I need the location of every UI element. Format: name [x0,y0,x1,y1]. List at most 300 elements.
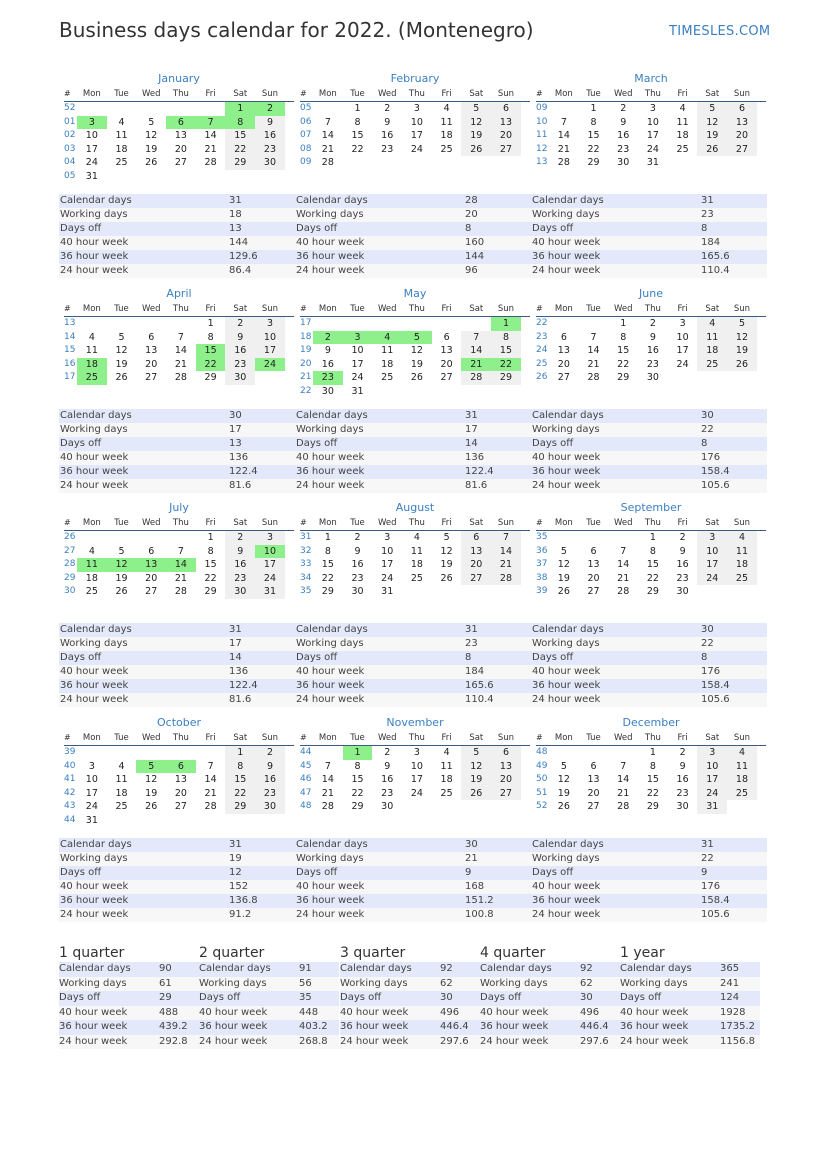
day-cell[interactable]: 15 [491,344,521,358]
day-cell[interactable]: 14 [166,558,196,572]
day-cell[interactable]: 22 [204,572,217,584]
day-cell[interactable]: 18 [85,572,98,584]
day-cell[interactable]: 12 [115,345,128,356]
day-cell[interactable]: 31 [255,585,285,599]
day-cell[interactable]: 2 [255,746,285,760]
day-cell[interactable]: 17 [255,344,285,358]
day-cell[interactable]: 3 [384,532,391,543]
day-cell[interactable]: 11 [410,545,423,557]
day-cell[interactable]: 31 [697,800,727,814]
day-cell[interactable]: 3 [343,331,373,345]
day-cell[interactable]: 11 [115,774,128,785]
day-cell[interactable]: 8 [324,545,331,557]
day-cell[interactable]: 2 [679,532,686,543]
day-cell[interactable]: 28 [321,157,334,168]
day-cell[interactable]: 6 [166,116,196,130]
day-cell[interactable]: 11 [697,331,727,345]
day-cell[interactable]: 22 [351,787,364,799]
day-cell[interactable]: 26 [461,787,491,801]
day-cell[interactable]: 9 [225,545,255,559]
day-cell[interactable]: 29 [617,372,630,383]
day-cell[interactable]: 17 [697,773,727,787]
day-cell[interactable]: 28 [461,371,491,385]
day-cell[interactable]: 20 [174,787,187,799]
day-cell[interactable]: 13 [587,774,600,785]
day-cell[interactable]: 21 [321,143,334,155]
day-cell[interactable]: 30 [676,801,689,812]
day-cell[interactable]: 14 [461,344,491,358]
day-cell[interactable]: 1 [207,532,214,543]
day-cell[interactable]: 12 [557,774,570,785]
day-cell[interactable]: 10 [676,331,689,343]
day-cell[interactable]: 21 [557,143,570,155]
day-cell[interactable]: 5 [560,760,567,772]
day-cell[interactable]: 12 [461,116,491,130]
day-cell[interactable]: 19 [410,358,423,370]
day-cell[interactable]: 20 [587,787,600,799]
day-cell[interactable]: 10 [85,774,98,785]
day-cell[interactable]: 23 [313,371,343,385]
day-cell[interactable]: 7 [177,545,184,557]
day-cell[interactable]: 18 [440,130,453,141]
day-cell[interactable]: 10 [697,545,727,559]
day-cell[interactable]: 11 [440,760,453,772]
day-cell[interactable]: 26 [461,143,491,157]
day-cell[interactable]: 2 [225,317,255,331]
day-cell[interactable]: 6 [461,531,491,545]
day-cell[interactable]: 13 [136,558,166,572]
day-cell[interactable]: 28 [617,801,630,812]
day-cell[interactable]: 28 [617,586,630,597]
day-cell[interactable]: 6 [148,545,155,557]
day-cell[interactable]: 27 [491,143,521,157]
day-cell[interactable]: 14 [617,774,630,785]
day-cell[interactable]: 19 [557,787,570,799]
day-cell[interactable]: 25 [115,801,128,812]
day-cell[interactable]: 7 [324,116,331,128]
day-cell[interactable]: 17 [85,787,98,799]
day-cell[interactable]: 10 [410,116,423,128]
day-cell[interactable]: 30 [351,586,364,597]
day-cell[interactable]: 24 [351,372,364,383]
day-cell[interactable]: 28 [321,801,334,812]
day-cell[interactable]: 18 [727,558,757,572]
day-cell[interactable]: 5 [461,746,491,760]
day-cell[interactable]: 4 [727,531,757,545]
day-cell[interactable]: 8 [354,760,361,772]
day-cell[interactable]: 12 [440,545,453,557]
day-cell[interactable]: 1 [649,747,656,758]
day-cell[interactable]: 1 [491,317,521,331]
day-cell[interactable]: 13 [557,345,570,356]
day-cell[interactable]: 21 [617,787,630,799]
day-cell[interactable]: 4 [88,331,95,343]
day-cell[interactable]: 7 [590,331,597,343]
day-cell[interactable]: 9 [255,760,285,774]
day-cell[interactable]: 27 [174,157,187,168]
day-cell[interactable]: 16 [225,558,255,572]
day-cell[interactable]: 30 [225,371,255,385]
day-cell[interactable]: 26 [557,586,570,597]
day-cell[interactable]: 11 [727,545,757,559]
day-cell[interactable]: 29 [646,801,659,812]
day-cell[interactable]: 26 [410,372,423,383]
day-cell[interactable]: 16 [351,559,364,570]
day-cell[interactable]: 10 [255,331,285,345]
day-cell[interactable]: 30 [321,385,334,397]
day-cell[interactable]: 23 [255,787,285,801]
day-cell[interactable]: 4 [88,545,95,557]
day-cell[interactable]: 20 [727,129,757,143]
day-cell[interactable]: 21 [204,787,217,799]
day-cell[interactable]: 6 [590,545,597,557]
day-cell[interactable]: 7 [207,760,214,772]
day-cell[interactable]: 9 [255,116,285,130]
day-cell[interactable]: 3 [255,317,285,331]
day-cell[interactable]: 17 [410,130,423,141]
day-cell[interactable]: 16 [676,559,689,570]
day-cell[interactable]: 8 [620,331,627,343]
day-cell[interactable]: 3 [413,747,420,758]
day-cell[interactable]: 27 [557,372,570,383]
day-cell[interactable]: 16 [646,345,659,356]
day-cell[interactable]: 17 [381,559,394,570]
day-cell[interactable]: 19 [697,129,727,143]
day-cell[interactable]: 30 [676,586,689,597]
day-cell[interactable]: 9 [649,331,656,343]
day-cell[interactable]: 23 [381,143,394,155]
day-cell[interactable]: 18 [115,143,128,155]
brand-link[interactable]: TIMESLES.COM [669,24,771,39]
day-cell[interactable]: 9 [354,545,361,557]
day-cell[interactable]: 13 [145,345,158,356]
day-cell[interactable]: 18 [676,130,689,141]
day-cell[interactable]: 16 [255,773,285,787]
day-cell[interactable]: 28 [174,372,187,383]
day-cell[interactable]: 6 [491,746,521,760]
day-cell[interactable]: 8 [225,116,255,130]
day-cell[interactable]: 29 [321,586,334,597]
day-cell[interactable]: 27 [491,787,521,801]
day-cell[interactable]: 31 [381,586,394,597]
day-cell[interactable]: 14 [321,130,334,141]
day-cell[interactable]: 20 [557,358,570,370]
day-cell[interactable]: 23 [617,143,630,155]
day-cell[interactable]: 27 [440,372,453,383]
day-cell[interactable]: 19 [727,344,757,358]
day-cell[interactable]: 26 [115,586,128,597]
day-cell[interactable]: 25 [77,371,107,385]
day-cell[interactable]: 12 [107,558,137,572]
day-cell[interactable]: 25 [85,586,98,597]
day-cell[interactable]: 3 [649,103,656,114]
day-cell[interactable]: 18 [77,358,107,372]
day-cell[interactable]: 10 [85,130,98,141]
day-cell[interactable]: 27 [174,801,187,812]
day-cell[interactable]: 15 [617,345,630,356]
day-cell[interactable]: 24 [381,572,394,584]
day-cell[interactable]: 16 [381,130,394,141]
day-cell[interactable]: 17 [85,143,98,155]
day-cell[interactable]: 21 [491,558,521,572]
day-cell[interactable]: 12 [697,116,727,130]
day-cell[interactable]: 4 [679,103,686,114]
day-cell[interactable]: 6 [590,760,597,772]
day-cell[interactable]: 5 [697,102,727,116]
day-cell[interactable]: 24 [410,143,423,155]
day-cell[interactable]: 29 [204,586,217,597]
day-cell[interactable]: 25 [381,372,394,383]
day-cell[interactable]: 30 [255,800,285,814]
day-cell[interactable]: 15 [225,773,255,787]
day-cell[interactable]: 16 [255,129,285,143]
day-cell[interactable]: 30 [646,372,659,383]
day-cell[interactable]: 4 [727,746,757,760]
day-cell[interactable]: 13 [174,130,187,141]
day-cell[interactable]: 5 [443,532,450,543]
day-cell[interactable]: 7 [461,331,491,345]
day-cell[interactable]: 5 [560,545,567,557]
day-cell[interactable]: 9 [679,545,686,557]
day-cell[interactable]: 18 [440,774,453,785]
day-cell[interactable]: 2 [313,331,343,345]
day-cell[interactable]: 31 [85,814,98,826]
day-cell[interactable]: 13 [587,559,600,570]
day-cell[interactable]: 10 [351,345,364,356]
day-cell[interactable]: 14 [617,559,630,570]
day-cell[interactable]: 10 [381,545,394,557]
day-cell[interactable]: 10 [646,116,659,128]
day-cell[interactable]: 17 [697,558,727,572]
day-cell[interactable]: 26 [145,157,158,168]
day-cell[interactable]: 1 [620,318,627,329]
day-cell[interactable]: 14 [204,130,217,141]
day-cell[interactable]: 23 [676,572,689,584]
day-cell[interactable]: 12 [557,559,570,570]
day-cell[interactable]: 13 [461,545,491,559]
day-cell[interactable]: 22 [351,143,364,155]
day-cell[interactable]: 24 [410,787,423,799]
day-cell[interactable]: 30 [225,585,255,599]
day-cell[interactable]: 11 [440,116,453,128]
day-cell[interactable]: 26 [145,801,158,812]
day-cell[interactable]: 1 [343,746,373,760]
day-cell[interactable]: 29 [225,800,255,814]
day-cell[interactable]: 10 [410,760,423,772]
day-cell[interactable]: 9 [620,116,627,128]
day-cell[interactable]: 2 [649,318,656,329]
day-cell[interactable]: 26 [727,358,757,372]
day-cell[interactable]: 7 [324,760,331,772]
day-cell[interactable]: 29 [491,371,521,385]
day-cell[interactable]: 12 [461,760,491,774]
day-cell[interactable]: 2 [255,102,285,116]
day-cell[interactable]: 27 [727,143,757,157]
day-cell[interactable]: 22 [646,787,659,799]
day-cell[interactable]: 25 [727,787,757,801]
day-cell[interactable]: 22 [225,143,255,157]
day-cell[interactable]: 20 [440,358,453,370]
day-cell[interactable]: 24 [697,572,727,586]
day-cell[interactable]: 22 [196,358,226,372]
day-cell[interactable]: 16 [676,774,689,785]
day-cell[interactable]: 24 [646,143,659,155]
day-cell[interactable]: 12 [727,331,757,345]
day-cell[interactable]: 31 [351,385,364,397]
day-cell[interactable]: 28 [174,586,187,597]
day-cell[interactable]: 25 [440,143,453,155]
day-cell[interactable]: 3 [77,116,107,130]
day-cell[interactable]: 27 [587,801,600,812]
day-cell[interactable]: 20 [491,773,521,787]
day-cell[interactable]: 12 [145,130,158,141]
day-cell[interactable]: 2 [384,103,391,114]
day-cell[interactable]: 23 [381,787,394,799]
day-cell[interactable]: 30 [255,156,285,170]
day-cell[interactable]: 24 [697,787,727,801]
day-cell[interactable]: 8 [491,331,521,345]
day-cell[interactable]: 1 [225,746,255,760]
day-cell[interactable]: 24 [676,358,689,370]
day-cell[interactable]: 27 [461,572,491,586]
day-cell[interactable]: 15 [646,774,659,785]
day-cell[interactable]: 11 [676,116,689,128]
day-cell[interactable]: 17 [676,345,689,356]
day-cell[interactable]: 22 [491,358,521,372]
day-cell[interactable]: 25 [440,787,453,799]
day-cell[interactable]: 15 [225,129,255,143]
day-cell[interactable]: 24 [255,358,285,372]
day-cell[interactable]: 10 [697,760,727,774]
day-cell[interactable]: 20 [491,129,521,143]
day-cell[interactable]: 14 [204,774,217,785]
day-cell[interactable]: 19 [557,572,570,584]
day-cell[interactable]: 3 [255,531,285,545]
day-cell[interactable]: 25 [676,143,689,155]
day-cell[interactable]: 29 [587,157,600,168]
day-cell[interactable]: 22 [225,787,255,801]
day-cell[interactable]: 15 [587,130,600,141]
day-cell[interactable]: 26 [115,372,128,383]
day-cell[interactable]: 28 [204,801,217,812]
day-cell[interactable]: 29 [225,156,255,170]
day-cell[interactable]: 9 [324,345,331,356]
day-cell[interactable]: 8 [649,545,656,557]
day-cell[interactable]: 26 [557,801,570,812]
day-cell[interactable]: 23 [646,358,659,370]
day-cell[interactable]: 20 [461,558,491,572]
day-cell[interactable]: 25 [115,157,128,168]
day-cell[interactable]: 15 [204,559,217,570]
day-cell[interactable]: 17 [255,558,285,572]
day-cell[interactable]: 12 [410,345,423,356]
day-cell[interactable]: 18 [381,358,394,370]
day-cell[interactable]: 14 [557,130,570,141]
day-cell[interactable]: 23 [225,572,255,586]
day-cell[interactable]: 19 [461,129,491,143]
day-cell[interactable]: 12 [145,774,158,785]
day-cell[interactable]: 5 [118,545,125,557]
day-cell[interactable]: 29 [351,801,364,812]
day-cell[interactable]: 7 [620,545,627,557]
day-cell[interactable]: 16 [617,130,630,141]
day-cell[interactable]: 27 [145,586,158,597]
day-cell[interactable]: 6 [148,331,155,343]
day-cell[interactable]: 11 [727,760,757,774]
day-cell[interactable]: 16 [225,344,255,358]
day-cell[interactable]: 28 [204,157,217,168]
day-cell[interactable]: 17 [410,774,423,785]
day-cell[interactable]: 1 [354,103,361,114]
day-cell[interactable]: 14 [587,345,600,356]
day-cell[interactable]: 19 [145,787,158,799]
day-cell[interactable]: 3 [697,531,727,545]
day-cell[interactable]: 26 [697,143,727,157]
day-cell[interactable]: 21 [174,358,187,370]
day-cell[interactable]: 8 [207,545,214,557]
day-cell[interactable]: 24 [85,157,98,168]
day-cell[interactable]: 20 [174,143,187,155]
day-cell[interactable]: 14 [174,345,187,356]
day-cell[interactable]: 9 [225,331,255,345]
day-cell[interactable]: 19 [145,143,158,155]
day-cell[interactable]: 3 [697,746,727,760]
day-cell[interactable]: 5 [136,760,166,774]
day-cell[interactable]: 1 [324,532,331,543]
day-cell[interactable]: 13 [727,116,757,130]
day-cell[interactable]: 27 [145,372,158,383]
day-cell[interactable]: 2 [354,532,361,543]
day-cell[interactable]: 15 [351,130,364,141]
day-cell[interactable]: 4 [443,747,450,758]
day-cell[interactable]: 8 [649,760,656,772]
day-cell[interactable]: 19 [115,358,128,370]
day-cell[interactable]: 8 [225,760,255,774]
day-cell[interactable]: 6 [727,102,757,116]
day-cell[interactable]: 4 [372,331,402,345]
day-cell[interactable]: 20 [145,358,158,370]
day-cell[interactable]: 23 [225,358,255,372]
day-cell[interactable]: 28 [557,157,570,168]
day-cell[interactable]: 17 [646,130,659,141]
day-cell[interactable]: 2 [225,531,255,545]
day-cell[interactable]: 7 [177,331,184,343]
day-cell[interactable]: 25 [697,358,727,372]
day-cell[interactable]: 11 [85,345,98,356]
day-cell[interactable]: 3 [679,318,686,329]
day-cell[interactable]: 1 [207,318,214,329]
day-cell[interactable]: 24 [85,801,98,812]
day-cell[interactable]: 3 [413,103,420,114]
day-cell[interactable]: 13 [491,116,521,130]
day-cell[interactable]: 1 [225,102,255,116]
day-cell[interactable]: 28 [491,572,521,586]
day-cell[interactable]: 6 [560,331,567,343]
day-cell[interactable]: 8 [590,116,597,128]
day-cell[interactable]: 16 [321,358,334,370]
day-cell[interactable]: 7 [491,531,521,545]
day-cell[interactable]: 7 [196,116,226,130]
day-cell[interactable]: 21 [461,358,491,372]
day-cell[interactable]: 16 [381,774,394,785]
day-cell[interactable]: 31 [646,157,659,168]
day-cell[interactable]: 5 [727,317,757,331]
day-cell[interactable]: 14 [491,545,521,559]
day-cell[interactable]: 21 [587,358,600,370]
day-cell[interactable]: 29 [204,372,217,383]
day-cell[interactable]: 4 [118,116,125,128]
day-cell[interactable]: 19 [440,559,453,570]
